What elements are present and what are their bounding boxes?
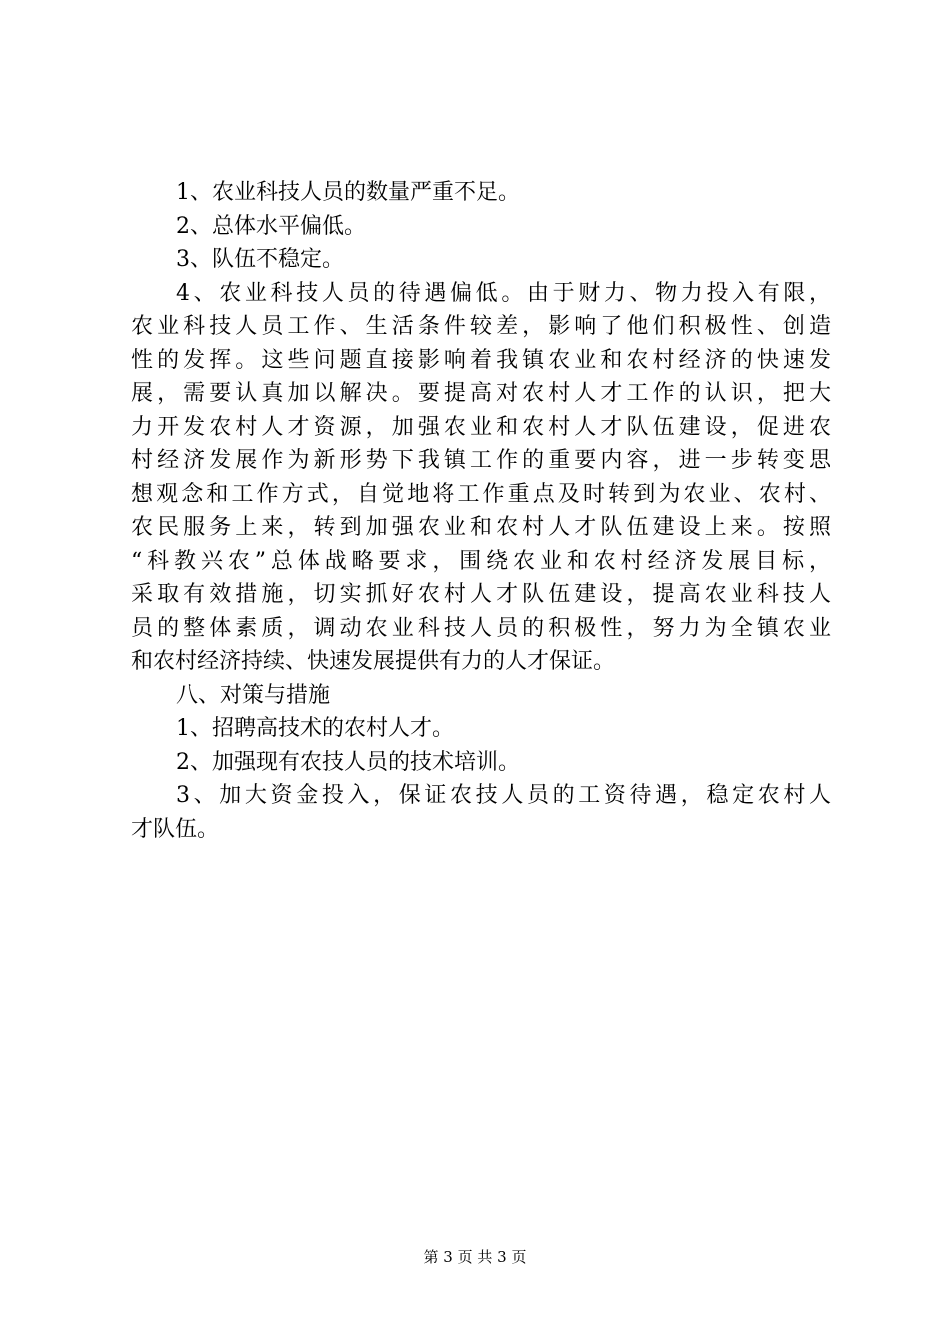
- text-line-content: 村经济发展作为新形势下我镇工作的重要内容，进一步转变思: [131, 448, 831, 473]
- text-line: [131, 310, 831, 344]
- text-line: [131, 277, 831, 311]
- text-line: [131, 746, 831, 780]
- text-line-content: 1、招聘高技术的农村人才。: [176, 716, 454, 741]
- text-line-content: 八、对策与措施: [176, 682, 331, 708]
- text-line-content: 和农村经济持续、快速发展提供有力的人才保证。: [131, 649, 616, 674]
- text-line-content: 3、队伍不稳定。: [176, 247, 344, 272]
- text-line: [131, 578, 831, 612]
- text-line-content: 展，需要认真加以解决。要提高对农村人才工作的认识，把大: [131, 381, 831, 406]
- document-body: [131, 176, 831, 846]
- text-line-content: “科教兴农”总体战略要求，围绕农业和农村经济发展目标，: [131, 548, 831, 574]
- text-line-content: 2、加强现有农技人员的技术培训。: [176, 749, 520, 775]
- text-line-content: 性的发挥。这些问题直接影响着我镇农业和农村经济的快速发: [131, 347, 831, 373]
- text-line: [131, 344, 831, 378]
- text-line-content: 力开发农村人才资源，加强农业和农村人才队伍建设，促进农: [131, 414, 831, 440]
- text-line-content: 农业科技人员工作、生活条件较差，影响了他们积极性、创造: [131, 314, 831, 339]
- text-line-content: 1、农业科技人员的数量严重不足。: [176, 180, 520, 205]
- text-line: [131, 377, 831, 411]
- text-line-content: 2、总体水平偏低。: [176, 213, 366, 239]
- text-line: [131, 411, 831, 445]
- text-line: [131, 243, 831, 277]
- text-line: [131, 779, 831, 813]
- text-line: [131, 511, 831, 545]
- text-line-content: 才队伍。: [131, 816, 220, 842]
- text-line: [131, 679, 831, 713]
- text-line: [131, 545, 831, 579]
- text-line: [131, 645, 831, 679]
- text-line: [131, 478, 831, 512]
- text-line: [131, 612, 831, 646]
- text-line-content: 3、加大资金投入，保证农技人员的工资待遇，稳定农村人: [176, 783, 831, 808]
- text-line-content: 农民服务上来，转到加强农业和农村人才队伍建设上来。按照: [131, 515, 831, 540]
- text-line: [131, 712, 831, 746]
- text-line: [131, 444, 831, 478]
- text-line-content: 4、农业科技人员的待遇偏低。由于财力、物力投入有限，: [176, 280, 831, 306]
- page-footer: 第 3 页 共 3 页: [423, 1248, 527, 1266]
- text-line: [131, 176, 831, 210]
- text-line-content: 员的整体素质，调动农业科技人员的积极性，努力为全镇农业: [131, 615, 831, 641]
- text-line-content: 想观念和工作方式，自觉地将工作重点及时转到为农业、农村、: [131, 481, 831, 507]
- text-line: [131, 210, 831, 244]
- text-line-content: 采取有效措施，切实抓好农村人才队伍建设，提高农业科技人: [131, 582, 831, 607]
- text-line: [131, 813, 831, 847]
